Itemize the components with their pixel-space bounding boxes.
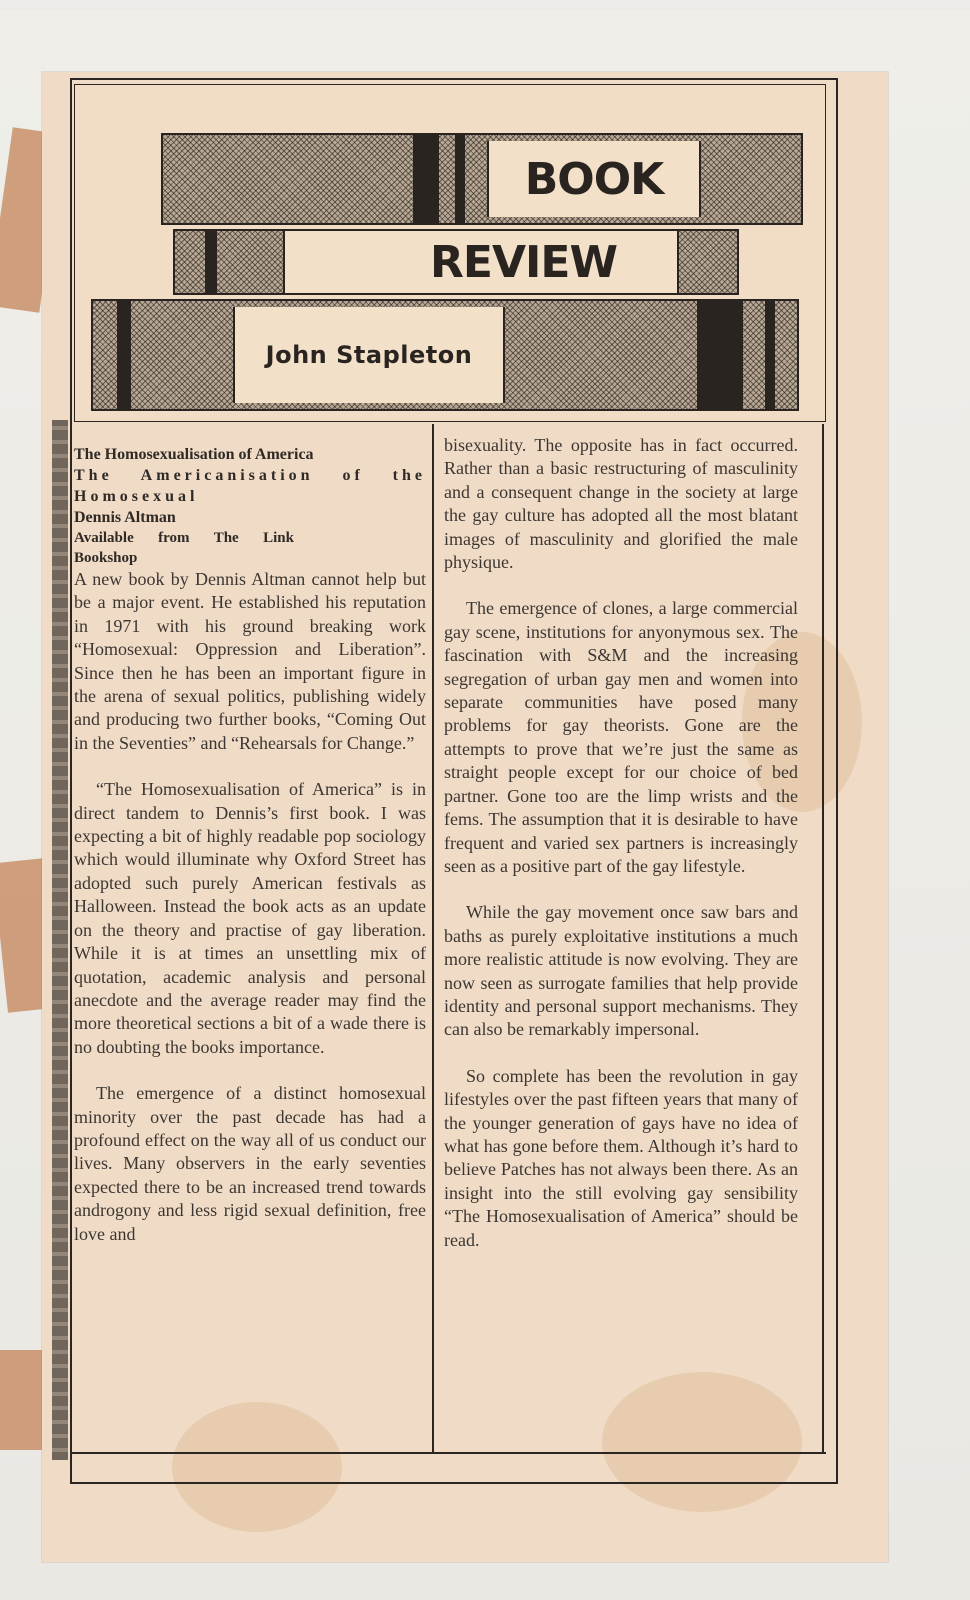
paragraph: The emergence of clones, a large commercial gay scene, institutions for anyonymous sex. The fascination with S&M and the increasing segregation of urban gay men and women into separate communities have posed many problems for gay theorists. Gone are the attempts to prove that we’re just the same as straight people except for our choice of bed partner. Gone too are the limp wrists and the fems. The assumption that it is desirable to have frequent and varied sex partners is increasingly seen as a positive part of the gay lifestyle. [444, 598, 798, 876]
book-illustration [91, 299, 799, 411]
book-author: Dennis Altman [74, 509, 176, 526]
paragraph: So complete has been the revolution in gay lifestyles over the past fifteen years that many of the younger generation of gays have no idea of what has gone before them. Although it’s hard to believe Patches has not always been there. As an insight into the still evolving gay sensibility “The Homosexualisation of America” should be read. [444, 1065, 798, 1250]
banner-title-book: BOOK [487, 141, 701, 217]
column-divider [432, 424, 434, 1452]
book-illustration [161, 133, 803, 225]
left-column [74, 444, 426, 1246]
frame-bottom-rule [70, 1452, 826, 1454]
book-review-banner [74, 84, 826, 422]
paragraph: A new book by Dennis Altman cannot help but be a major event. He established his reputation in 1971 with his ground breaking work “Homosexual: Oppression and Liberation”. Since then he has been an important figure in the arena of sexual politics, publishing widely and producing two further books, “Coming Out in the Seventies” and “Rehearsals for Change.” [74, 569, 426, 753]
tape-strip [0, 1350, 45, 1450]
paragraph: bisexuality. The opposite has in fact occurred. Rather than a basic restructuring of masculinity and a consequent change in the society at large the gay culture has adopted all the most blatant images of masculinity and glorified the male physique. [444, 435, 798, 573]
frame-right-rule [822, 424, 824, 1454]
book-subtitle: The Americanisation of the Homosexual [74, 467, 426, 505]
right-column [444, 434, 798, 1252]
paragraph: “The Homosexualisation of America” is in direct tandem to Dennis’s first book. I was expecting a bit of highly readable pop sociology which would illuminate why Oxford Street has adopted such purely American festivals as Halloween. Instead the book acts as an update on the theory and practise of gay liberation. While it is at times an unsettling mix of quotation, academic analysis and personal anecdote and the average reader may find the more theoretical sections a bit of a wade there is no doubting the books importance. [74, 779, 426, 1057]
torn-edge [52, 420, 68, 1460]
banner-author: John Stapleton [233, 307, 505, 403]
book-availability: Available from The Link Bookshop [74, 530, 294, 566]
paragraph: The emergence of a distinct homosexual minority over the past decade has had a profound effect on the way all of us conduct our lives. Many observers in the early seventies expected there to be an increased trend towards androgony and less rigid sexual definition, free love and [74, 1083, 426, 1244]
paragraph: While the gay movement once saw bars and baths as purely exploitative institutions a much more realistic attitude is now evolving. They are now seen as surrogate families that help provide identity and personal support mechanisms. They can also be remarkably impersonal. [444, 902, 798, 1040]
book-title: The Homosexualisation of America [74, 446, 314, 463]
banner-title-review: REVIEW [283, 231, 679, 293]
book-illustration [173, 229, 739, 295]
